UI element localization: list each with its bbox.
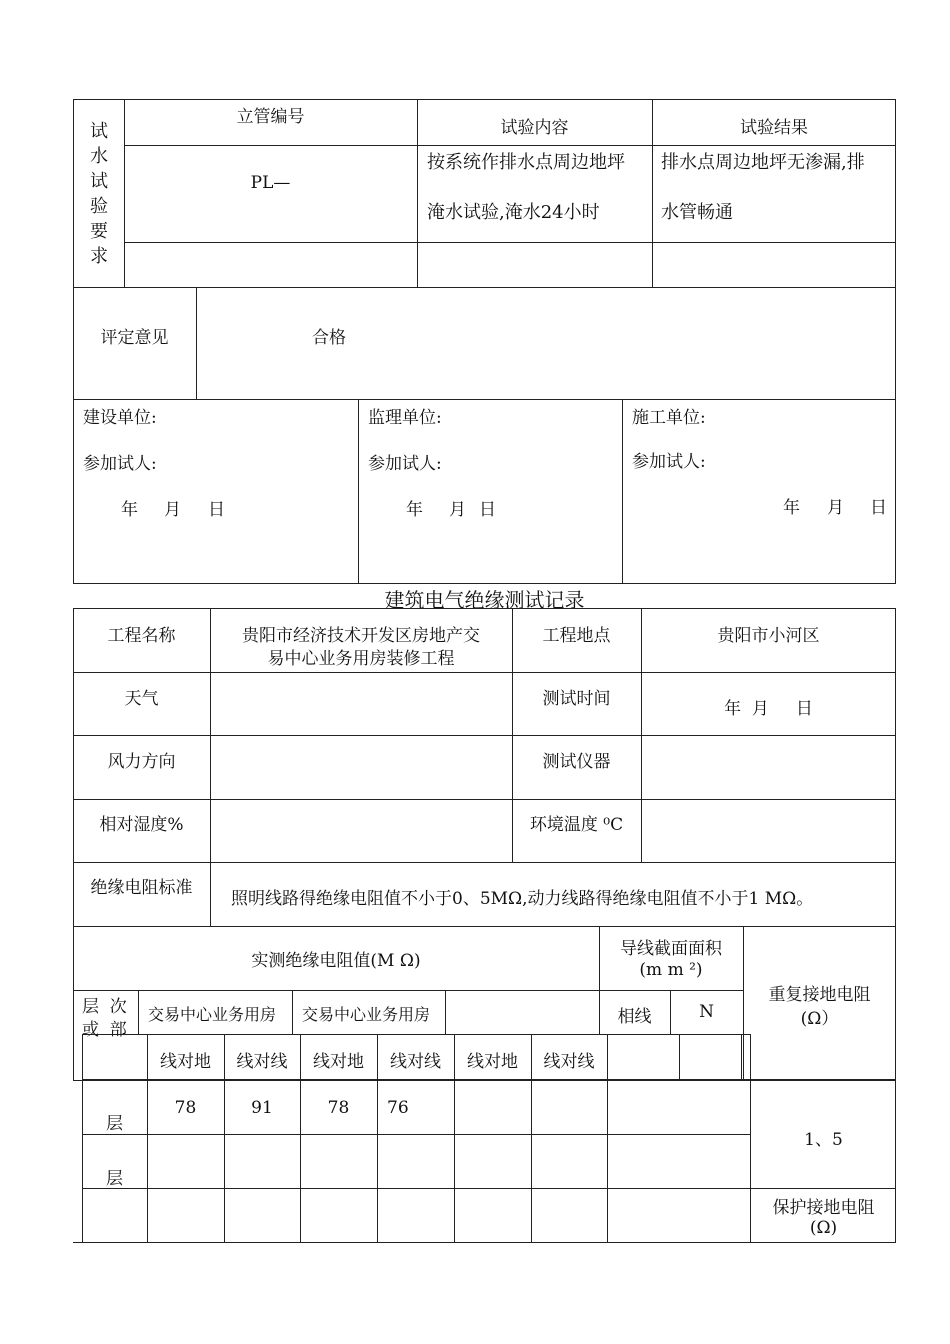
- repeat-ground-value: 1、5: [804, 1130, 843, 1150]
- divider: [622, 399, 623, 584]
- floor-label-1: 层 次: [82, 997, 127, 1017]
- divider: [124, 242, 896, 243]
- side-char: 要: [90, 221, 108, 242]
- result-line-1: 排水点周边地坪无渗漏,排: [661, 152, 865, 173]
- divider: [124, 145, 896, 146]
- divider: [138, 990, 139, 1034]
- date-month: 月: [164, 500, 181, 520]
- weather-label: 天气: [124, 689, 159, 709]
- divider: [82, 1188, 896, 1189]
- date-year: 年: [121, 500, 138, 520]
- date-day: 日: [479, 500, 496, 520]
- side-char: 试: [90, 121, 108, 142]
- floor-label-2: 或 部: [82, 1020, 127, 1040]
- side-char: 试: [90, 171, 108, 192]
- content-line-2: 淹水试验,淹水24小时: [427, 202, 600, 223]
- wire-section-label-2: (m m ²): [639, 960, 703, 980]
- table-cell: 91: [251, 1098, 273, 1118]
- project-name-label: 工程名称: [107, 626, 176, 646]
- page-title: 建筑电气绝缘测试记录: [384, 588, 585, 612]
- col-header: 线对线: [236, 1052, 288, 1072]
- instrument-label: 测试仪器: [542, 752, 611, 772]
- repeat-ground-label-1: 重复接地电阻: [768, 985, 871, 1005]
- date-year: 年: [406, 500, 423, 520]
- side-char: 求: [90, 246, 108, 267]
- row-floor-label: 层: [106, 1114, 123, 1134]
- neutral-label: N: [699, 1002, 714, 1022]
- date-year: 年: [783, 498, 800, 518]
- phase-label: 相线: [617, 1007, 652, 1027]
- repeat-ground-label-2: (Ω）: [800, 1009, 839, 1029]
- row-floor-label: 层: [106, 1169, 123, 1189]
- test-time-value: 年 月 日: [724, 699, 813, 719]
- col-header: 线对地: [467, 1052, 518, 1072]
- divider: [292, 990, 293, 1034]
- evaluation-label: 评定意见: [100, 328, 169, 348]
- divider: [445, 990, 446, 1034]
- col-header: 线对线: [390, 1052, 441, 1072]
- result-header: 试验结果: [740, 118, 808, 138]
- side-char: 水: [90, 146, 108, 167]
- temperature-label: 环境温度 ⁰C: [529, 815, 624, 835]
- contractor-unit-label: 施工单位:: [632, 408, 706, 428]
- divider: [73, 1242, 896, 1243]
- col-header: 线对地: [160, 1052, 211, 1072]
- tester-label: 参加试人:: [632, 452, 706, 472]
- date-month: 月: [827, 498, 844, 518]
- side-label: [89, 119, 109, 269]
- divider: [124, 99, 125, 288]
- standard-value: 照明线路得绝缘电阻值不小于0、5MΩ,动力线路得绝缘电阻值不小于1 MΩ。: [231, 889, 814, 909]
- divider: [73, 799, 896, 800]
- group-label-2: 交易中心业务用房: [302, 1005, 431, 1024]
- date-day: 日: [208, 500, 225, 520]
- divider: [607, 1034, 608, 1243]
- pipe-no-header: 立管编号: [236, 107, 305, 127]
- divider: [82, 1079, 896, 1080]
- measured-resistance-label: 实测绝缘电阻值(M Ω): [251, 951, 421, 971]
- table-cell: 78: [174, 1098, 197, 1118]
- divider: [741, 1034, 742, 1080]
- humidity-label: 相对湿度%: [99, 815, 184, 835]
- table-cell: 78: [327, 1098, 350, 1118]
- divider: [73, 672, 896, 673]
- col-header: 线对线: [543, 1052, 595, 1072]
- location-value: 贵阳市小河区: [717, 626, 820, 646]
- supervision-unit-label: 监理单位:: [368, 408, 442, 428]
- wind-label: 风力方向: [107, 752, 176, 772]
- divider: [73, 735, 896, 736]
- tester-label: 参加试人:: [368, 454, 442, 474]
- protect-ground-label-2: (Ω): [809, 1218, 838, 1238]
- date-day: 日: [870, 498, 887, 518]
- evaluation-value: 合格: [312, 328, 346, 348]
- location-label: 工程地点: [542, 626, 611, 646]
- signature-row: [73, 399, 896, 584]
- protect-ground-label-1: 保护接地电阻: [772, 1198, 875, 1218]
- project-name-line-1: 贵阳市经济技术开发区房地产交: [242, 626, 480, 646]
- divider: [73, 990, 744, 991]
- project-name-line-2: 易中心业务用房装修工程: [267, 649, 455, 669]
- group-label-1: 交易中心业务用房: [148, 1005, 277, 1024]
- side-char: 验: [90, 196, 108, 217]
- wire-section-label-1: 导线截面面积: [620, 939, 722, 959]
- divider: [196, 287, 197, 400]
- divider: [358, 399, 359, 584]
- standard-label: 绝缘电阻标准: [90, 878, 193, 898]
- tester-label: 参加试人:: [83, 454, 157, 474]
- col-header: 线对地: [313, 1052, 364, 1072]
- divider: [73, 862, 896, 863]
- construction-unit-label: 建设单位:: [83, 408, 157, 428]
- pipe-no-value: PL—: [250, 173, 291, 193]
- table-cell: 76: [387, 1098, 409, 1118]
- test-time-label: 测试时间: [542, 689, 611, 709]
- content-header: 试验内容: [500, 118, 569, 138]
- divider: [82, 1134, 751, 1135]
- content-line-1: 按系统作排水点周边地坪: [427, 152, 625, 173]
- divider: [679, 1034, 680, 1080]
- result-line-2: 水管畅通: [661, 202, 733, 223]
- date-month: 月: [449, 500, 466, 520]
